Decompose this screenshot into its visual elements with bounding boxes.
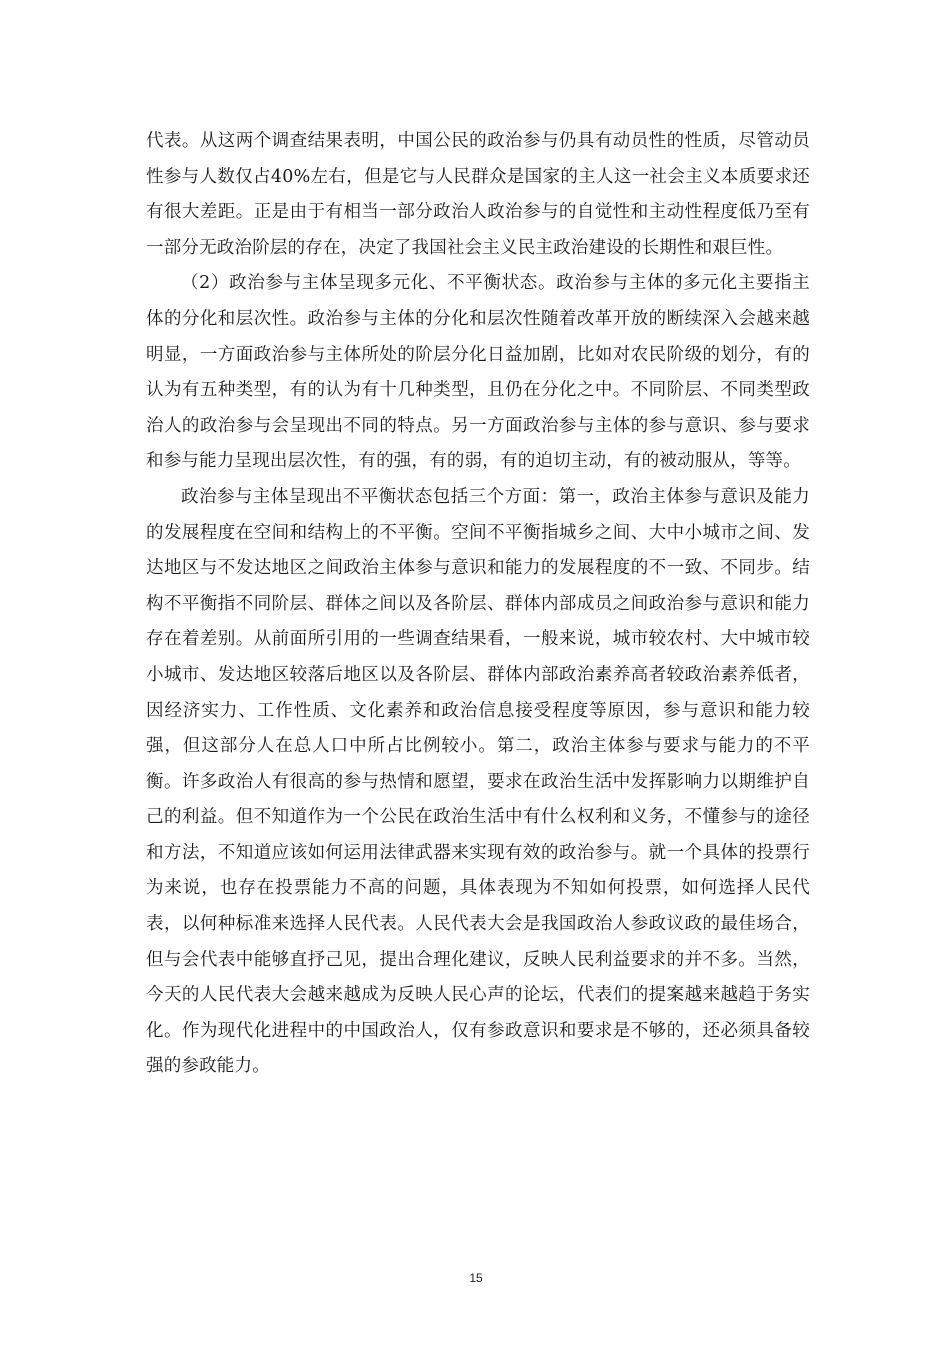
page-number: 15 bbox=[469, 1271, 483, 1285]
document-body bbox=[146, 124, 810, 1085]
paragraph-continuation: 代表。从这两个调查结果表明，中国公民的政治参与仍具有动员性的性质，尽管动员性参与人数仅占40%左右，但是它与人民群众是国家的主人这一社会主义本质要求还有很大差距。正是由于有相当一部分政治人政治参与的自觉性和主动性程度低乃至有一部分无政治阶层的存在，决定了我国社会主义民主政治建设的长期性和艰巨性。 bbox=[146, 131, 810, 258]
paragraph-political-participation-diversity: （2）政治参与主体呈现多元化、不平衡状态。政治参与主体的多元化主要指主体的分化和层次性。政治参与主体的分化和层次性随着改革开放的断续深入会越来越明显，一方面政治参与主体所处的阶层分化日益加剧，比如对农民阶级的划分，有的认为有五种类型，有的认为有十几种类型，且仍在分化之中。不同阶层、不同类型政治人的政治参与会呈现出不同的特点。另一方面政治参与主体的参与意识、参与要求和参与能力呈现出层次性，有的强，有的弱，有的迫切主动，有的被动服从，等等。 bbox=[146, 273, 810, 472]
paragraph-imbalance-aspects: 政治参与主体呈现出不平衡状态包括三个方面：第一，政治主体参与意识及能力的发展程度在空间和结构上的不平衡。空间不平衡指城乡之间、大中小城市之间、发达地区与不发达地区之间政治主体参与意识和能力的发展程度的不一致、不同步。结构不平衡指不同阶层、群体之间以及各阶层、群体内部成员之间政治参与意识和能力存在着差别。从前面所引用的一些调查结果看，一般来说，城市较农村、大中城市较小城市、发达地区较落后地区以及各阶层、群体内部政治素养高者较政治素养低者，因经济实力、工作性质、文化素养和政治信息接受程度等原因，参与意识和能力较强，但这部分人在总人口中所占比例较小。第二，政治主体参与要求与能力的不平衡。许多政治人有很高的参与热情和愿望，要求在政治生活中发挥影响力以期维护自己的利益。但不知道作为一个公民在政治生活中有什么权利和义务，不懂参与的途径和方法，不知道应该如何运用法律武器来实现有效的政治参与。就一个具体的投票行为来说，也存在投票能力不高的问题，具体表现为不知如何投票，如何选择人民代表，以何种标准来选择人民代表。人民代表大会是我国政治人参政议政的最佳场合，但与会代表中能够直抒己见，提出合理化建议，反映人民利益要求的并不多。当然，今天的人民代表大会越来越成为反映人民心声的论坛，代表们的提案越来越趋于务实化。作为现代化进程中的中国政治人，仅有参政意识和要求是不够的，还必须具备较强的参政能力。 bbox=[146, 486, 810, 1077]
